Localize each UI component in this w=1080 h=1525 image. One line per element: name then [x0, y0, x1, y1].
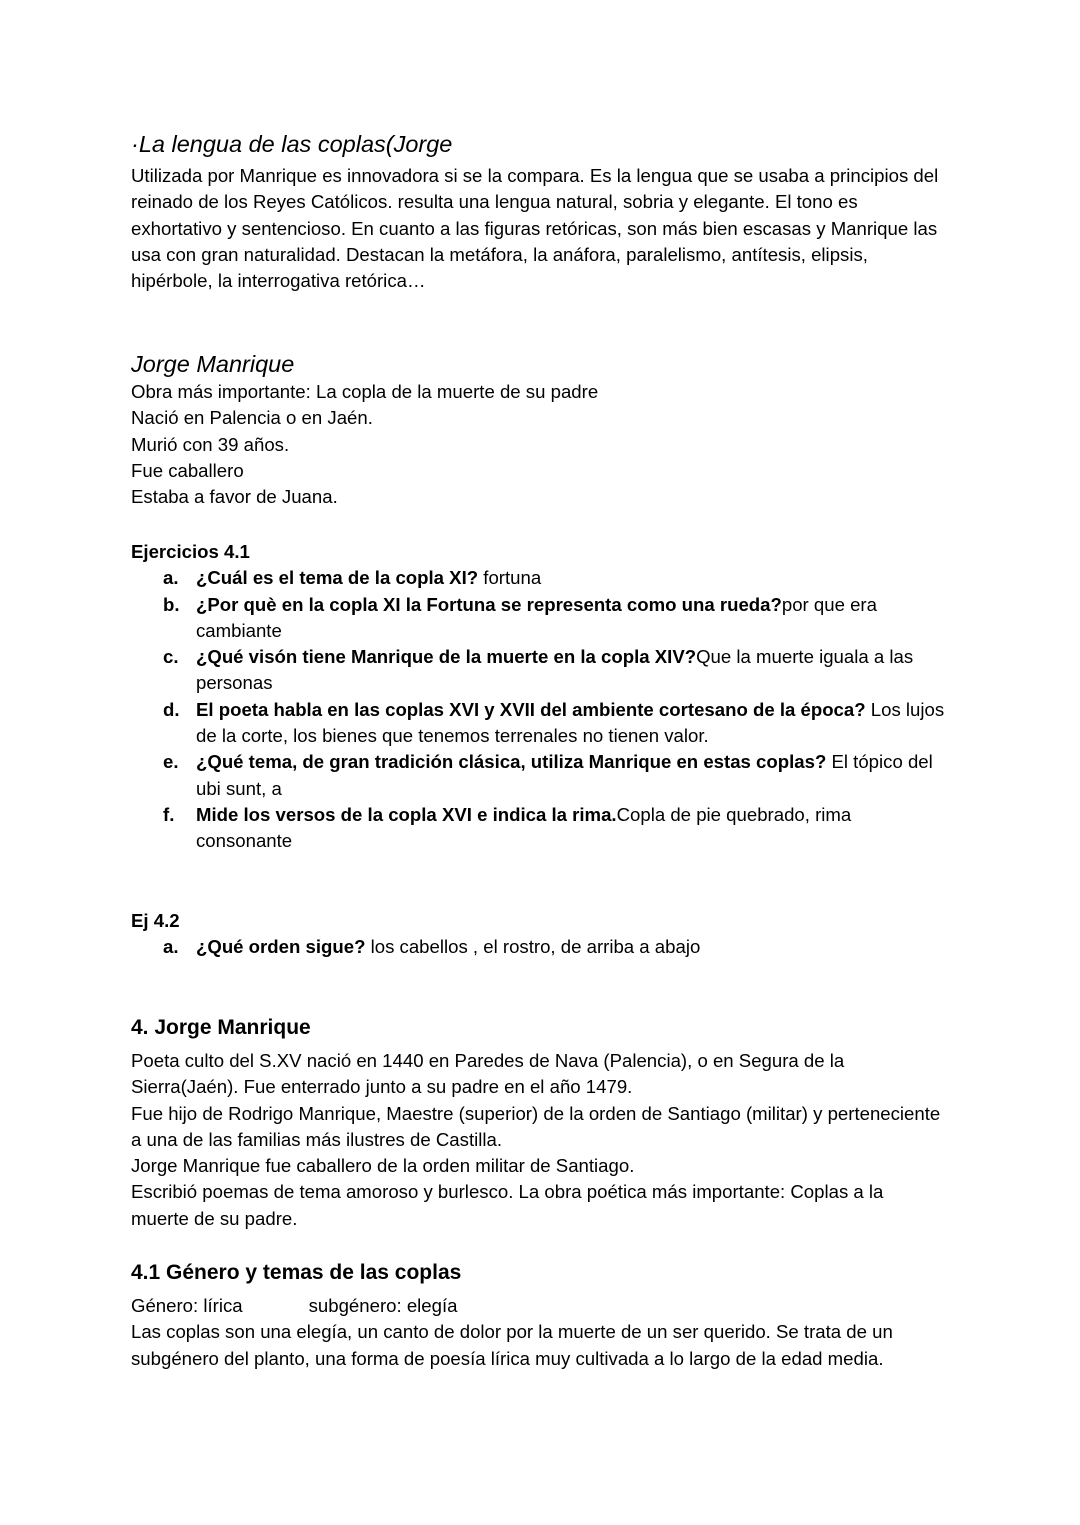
exercises-4-1	[131, 539, 946, 855]
exercise-item	[131, 565, 946, 591]
author-note-line: Obra más importante: La copla de la muerte de su padre	[131, 381, 599, 402]
exercise-answer: Que la muerte iguala a las personas	[196, 646, 914, 694]
section-4	[131, 1014, 946, 1232]
section-4-1-title: 4.1 Género y temas de las coplas	[131, 1261, 462, 1284]
exercise-question: Mide los versos de la copla XVI e indica la rima.	[196, 803, 617, 825]
author-note-line: Nació en Palencia o en Jaén.	[131, 407, 373, 429]
author-note-line: Murió con 39 años.	[131, 433, 290, 455]
section-4-1-paragraph: Las coplas son una elegía, un canto de dolor por la muerte de un ser querido. Se trata de un subgénero del planto, una forma de poesía lírica muy cultivada a lo largo de la edad media.	[131, 1321, 893, 1369]
exercises-4-1-title: Ejercicios 4.1	[131, 541, 250, 562]
exercise-marker: b.	[163, 593, 180, 615]
exercise-answer: por que era cambiante	[196, 593, 877, 641]
exercise-marker: d.	[163, 698, 180, 720]
section-4-line: Poeta culto del S.XV nació en 1440 en Paredes de Nava (Palencia), o en Segura de la Sierra(Jaén). Fue enterrado junto a su padre en el año 1479.	[131, 1050, 845, 1098]
exercise-answer: El tópico del ubi sunt, a	[196, 751, 933, 799]
exercise-marker: a.	[163, 936, 179, 958]
exercise-item	[131, 934, 946, 960]
exercise-item	[131, 644, 946, 697]
section-4-title: 4. Jorge Manrique	[131, 1016, 311, 1039]
exercise-marker: e.	[163, 751, 179, 773]
genre-label: Género: lírica	[131, 1295, 243, 1316]
exercises-4-1-list	[131, 565, 946, 854]
section-lengua-title: ·La lengua de las coplas(Jorge	[131, 131, 453, 157]
exercises-4-2	[131, 908, 946, 961]
section-4-line: Jorge Manrique fue caballero de la orden militar de Santiago.	[131, 1155, 635, 1177]
exercise-question: ¿Qué visón tiene Manrique de la muerte en la copla XIV?	[196, 646, 697, 668]
exercise-answer: Copla de pie quebrado, rima consonante	[196, 803, 852, 852]
exercise-item	[131, 749, 946, 802]
exercise-question: ¿Qué orden sigue?	[196, 936, 366, 958]
section-4-line: Fue hijo de Rodrigo Manrique, Maestre (superior) de la orden de Santiago (militar) y perteneciente a una de las familias más ilustres de Castilla.	[131, 1102, 941, 1150]
exercise-answer: fortuna	[478, 567, 542, 589]
exercise-marker: f.	[163, 803, 175, 825]
exercise-answer: Los lujos de la corte, los bienes que tenemos terrenales no tienen valor.	[196, 698, 945, 747]
exercises-4-2-list	[131, 934, 946, 960]
exercises-4-2-title: Ej 4.2	[131, 910, 180, 931]
section-lengua-paragraph: Utilizada por Manrique es innovadora si se la compara. Es la lengua que se usaba a principios del reinado de los Reyes Católicos. resulta una lengua natural, sobria y elegante. El tono es exhortativo y sentencioso. En cuanto a las figuras retóricas, son más bien escasas y Manrique las usa con gran naturalidad. Destacan la metáfora, la anáfora, paralelismo, antítesis, elipsis, hipérbole, la interrogativa retórica…	[131, 165, 939, 292]
section-4-line: Escribió poemas de tema amoroso y burlesco. La obra poética más importante: Coplas a la muerte de su padre.	[131, 1181, 884, 1229]
exercise-question: ¿Por què en la copla XI la Fortuna se representa como una rueda?	[196, 593, 782, 615]
section-author-notes	[131, 349, 946, 510]
exercise-item	[131, 697, 946, 750]
exercise-question: ¿Qué tema, de gran tradición clásica, utiliza Manrique en estas coplas?	[196, 751, 827, 773]
exercise-item	[131, 592, 946, 645]
exercise-question: El poeta habla en las coplas XVI y XVII del ambiente cortesano de la época?	[196, 698, 866, 720]
exercise-answer: los cabellos , el rostro, de arriba a abajo	[365, 936, 701, 958]
exercise-marker: a.	[163, 567, 179, 589]
author-notes-title: Jorge Manrique	[131, 351, 295, 377]
author-note-line: Fue caballero	[131, 459, 244, 481]
genre-line	[131, 1293, 946, 1319]
author-note-line: Estaba a favor de Juana.	[131, 486, 338, 508]
exercise-marker: c.	[163, 646, 179, 668]
exercise-item	[131, 802, 946, 855]
subgenre-label: subgénero: elegía	[308, 1295, 458, 1316]
exercise-question: ¿Cuál es el tema de la copla XI?	[196, 567, 479, 589]
section-4-1	[131, 1259, 946, 1372]
section-lengua	[131, 129, 946, 294]
